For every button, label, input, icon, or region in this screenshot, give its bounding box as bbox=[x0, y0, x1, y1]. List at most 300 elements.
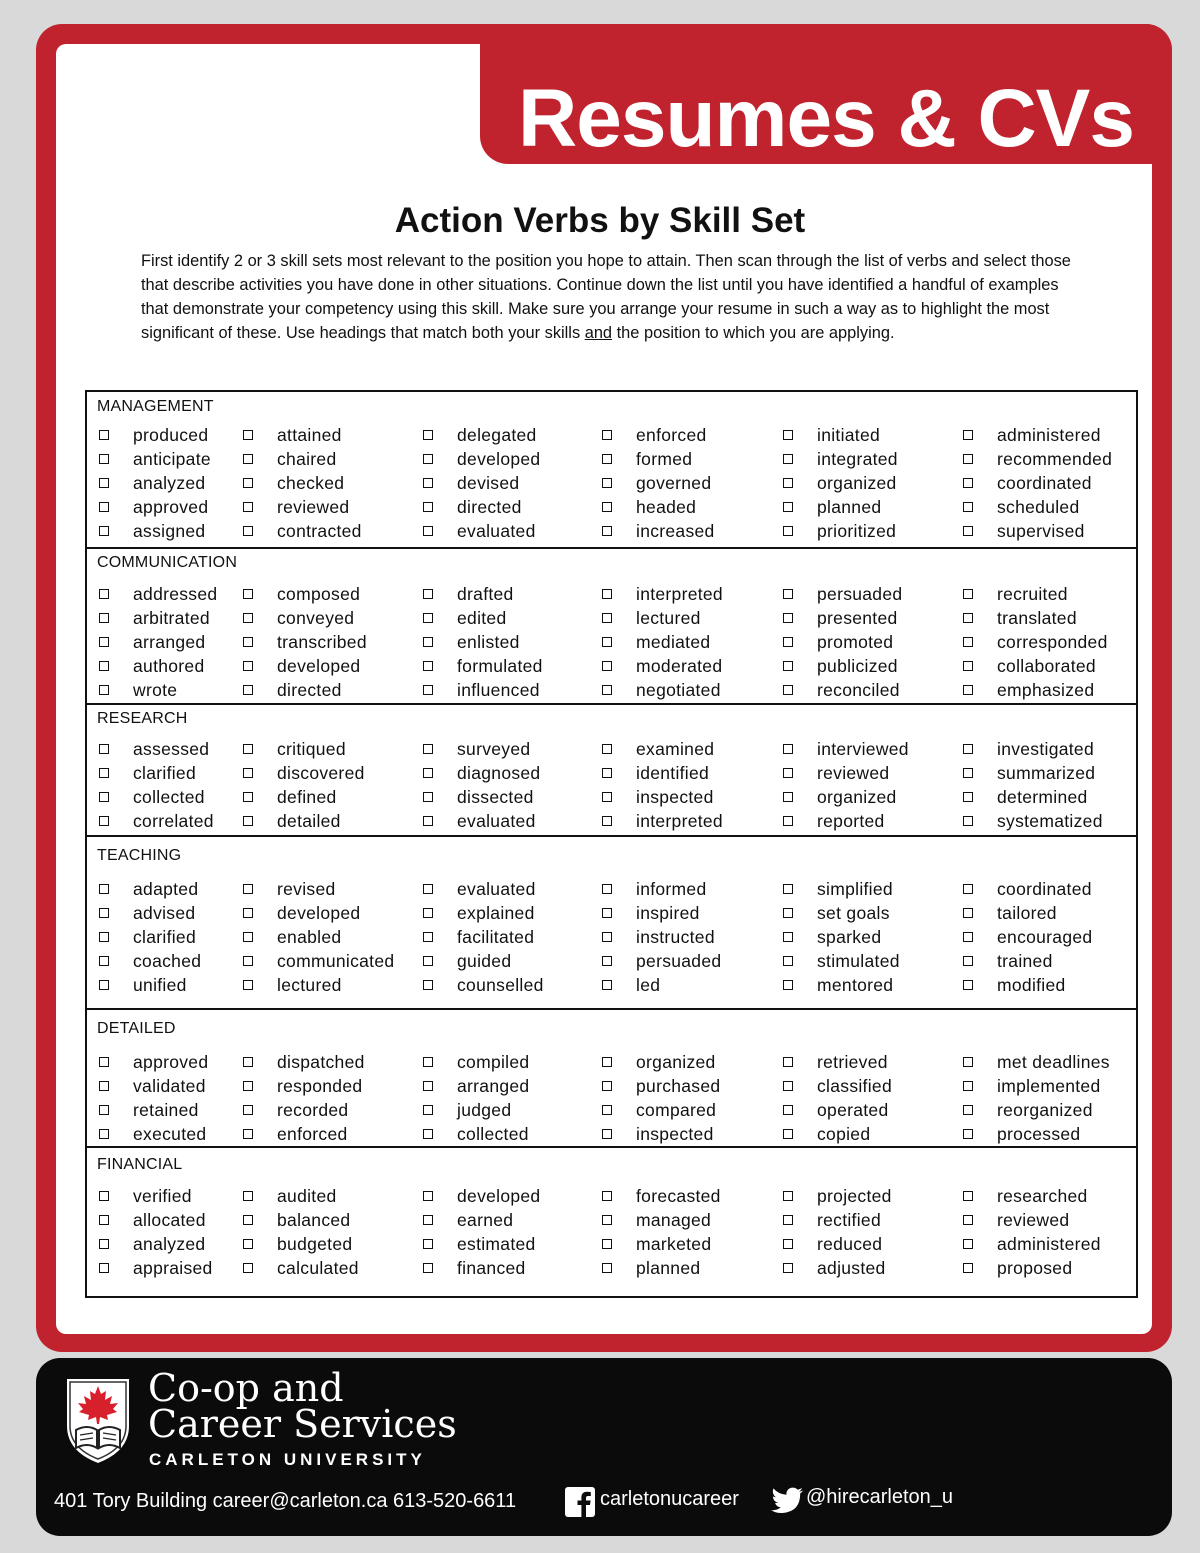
verb-item[interactable] bbox=[243, 1208, 350, 1232]
verb-item[interactable] bbox=[423, 1050, 529, 1074]
verb-item[interactable] bbox=[423, 1074, 529, 1098]
verb-item[interactable] bbox=[602, 495, 696, 519]
verb-item[interactable] bbox=[99, 949, 201, 973]
verb-item[interactable] bbox=[963, 519, 1085, 543]
verb-item[interactable] bbox=[423, 901, 535, 925]
checkbox-icon[interactable] bbox=[99, 1263, 109, 1273]
checkbox-icon[interactable] bbox=[963, 1105, 973, 1115]
verb-item[interactable] bbox=[963, 495, 1079, 519]
checkbox-icon[interactable] bbox=[963, 478, 973, 488]
verb-item[interactable] bbox=[423, 925, 534, 949]
verb-item[interactable] bbox=[243, 495, 349, 519]
checkbox-icon[interactable] bbox=[423, 956, 433, 966]
facebook-icon[interactable] bbox=[564, 1486, 596, 1518]
checkbox-icon[interactable] bbox=[963, 613, 973, 623]
checkbox-icon[interactable] bbox=[963, 908, 973, 918]
verb-item[interactable] bbox=[963, 630, 1108, 654]
verb-item[interactable] bbox=[243, 761, 365, 785]
verb-item[interactable] bbox=[783, 737, 909, 761]
verb-item[interactable] bbox=[783, 471, 897, 495]
checkbox-icon[interactable] bbox=[99, 884, 109, 894]
verb-item[interactable] bbox=[963, 447, 1112, 471]
checkbox-icon[interactable] bbox=[602, 792, 612, 802]
verb-item[interactable] bbox=[423, 737, 530, 761]
checkbox-icon[interactable] bbox=[963, 1057, 973, 1067]
verb-item[interactable] bbox=[602, 471, 711, 495]
verb-item[interactable] bbox=[243, 1122, 348, 1146]
checkbox-icon[interactable] bbox=[602, 908, 612, 918]
verb-item[interactable] bbox=[99, 973, 187, 997]
verb-item[interactable] bbox=[602, 654, 722, 678]
checkbox-icon[interactable] bbox=[243, 478, 253, 488]
checkbox-icon[interactable] bbox=[783, 637, 793, 647]
checkbox-icon[interactable] bbox=[602, 1081, 612, 1091]
checkbox-icon[interactable] bbox=[783, 502, 793, 512]
checkbox-icon[interactable] bbox=[963, 526, 973, 536]
verb-item[interactable] bbox=[963, 925, 1092, 949]
checkbox-icon[interactable] bbox=[99, 478, 109, 488]
checkbox-icon[interactable] bbox=[783, 908, 793, 918]
verb-item[interactable] bbox=[99, 447, 211, 471]
verb-item[interactable] bbox=[602, 809, 723, 833]
verb-item[interactable] bbox=[783, 877, 893, 901]
verb-item[interactable] bbox=[602, 1122, 714, 1146]
verb-item[interactable] bbox=[783, 519, 896, 543]
checkbox-icon[interactable] bbox=[243, 1081, 253, 1091]
verb-item[interactable] bbox=[963, 423, 1101, 447]
verb-item[interactable] bbox=[783, 495, 881, 519]
verb-item[interactable] bbox=[423, 949, 511, 973]
verb-item[interactable] bbox=[243, 737, 346, 761]
checkbox-icon[interactable] bbox=[243, 1191, 253, 1201]
checkbox-icon[interactable] bbox=[423, 744, 433, 754]
checkbox-icon[interactable] bbox=[783, 792, 793, 802]
verb-item[interactable] bbox=[243, 654, 360, 678]
verb-item[interactable] bbox=[243, 678, 342, 702]
checkbox-icon[interactable] bbox=[423, 430, 433, 440]
checkbox-icon[interactable] bbox=[243, 792, 253, 802]
verb-item[interactable] bbox=[602, 1098, 716, 1122]
verb-item[interactable] bbox=[783, 1256, 886, 1280]
verb-item[interactable] bbox=[243, 949, 394, 973]
checkbox-icon[interactable] bbox=[602, 1263, 612, 1273]
checkbox-icon[interactable] bbox=[602, 502, 612, 512]
verb-item[interactable] bbox=[99, 1184, 192, 1208]
verb-item[interactable] bbox=[963, 809, 1103, 833]
checkbox-icon[interactable] bbox=[783, 932, 793, 942]
verb-item[interactable] bbox=[423, 1098, 511, 1122]
checkbox-icon[interactable] bbox=[423, 454, 433, 464]
checkbox-icon[interactable] bbox=[783, 1129, 793, 1139]
checkbox-icon[interactable] bbox=[423, 1215, 433, 1225]
checkbox-icon[interactable] bbox=[602, 1191, 612, 1201]
verb-item[interactable] bbox=[99, 654, 205, 678]
verb-item[interactable] bbox=[783, 447, 898, 471]
checkbox-icon[interactable] bbox=[783, 956, 793, 966]
verb-item[interactable] bbox=[423, 471, 519, 495]
verb-item[interactable] bbox=[602, 423, 707, 447]
verb-item[interactable] bbox=[783, 606, 898, 630]
checkbox-icon[interactable] bbox=[963, 1215, 973, 1225]
verb-item[interactable] bbox=[99, 1122, 206, 1146]
checkbox-icon[interactable] bbox=[423, 932, 433, 942]
verb-item[interactable] bbox=[783, 785, 897, 809]
verb-item[interactable] bbox=[602, 877, 707, 901]
checkbox-icon[interactable] bbox=[783, 744, 793, 754]
twitter-handle[interactable]: @hirecarleton_u bbox=[806, 1486, 954, 1508]
verb-item[interactable] bbox=[243, 630, 367, 654]
checkbox-icon[interactable] bbox=[783, 661, 793, 671]
verb-item[interactable] bbox=[783, 1074, 892, 1098]
verb-item[interactable] bbox=[963, 1098, 1093, 1122]
checkbox-icon[interactable] bbox=[423, 908, 433, 918]
verb-item[interactable] bbox=[783, 973, 893, 997]
verb-item[interactable] bbox=[602, 582, 723, 606]
checkbox-icon[interactable] bbox=[783, 1105, 793, 1115]
checkbox-icon[interactable] bbox=[99, 502, 109, 512]
verb-item[interactable] bbox=[99, 1098, 199, 1122]
checkbox-icon[interactable] bbox=[423, 526, 433, 536]
verb-item[interactable] bbox=[783, 678, 900, 702]
checkbox-icon[interactable] bbox=[423, 1191, 433, 1201]
checkbox-icon[interactable] bbox=[243, 1105, 253, 1115]
verb-item[interactable] bbox=[602, 1208, 711, 1232]
verb-item[interactable] bbox=[963, 1074, 1101, 1098]
verb-item[interactable] bbox=[99, 606, 210, 630]
verb-item[interactable] bbox=[99, 582, 217, 606]
verb-item[interactable] bbox=[423, 877, 536, 901]
verb-item[interactable] bbox=[423, 1208, 513, 1232]
verb-item[interactable] bbox=[963, 737, 1094, 761]
checkbox-icon[interactable] bbox=[423, 685, 433, 695]
checkbox-icon[interactable] bbox=[99, 637, 109, 647]
checkbox-icon[interactable] bbox=[963, 454, 973, 464]
checkbox-icon[interactable] bbox=[963, 661, 973, 671]
checkbox-icon[interactable] bbox=[963, 1081, 973, 1091]
checkbox-icon[interactable] bbox=[602, 661, 612, 671]
verb-item[interactable] bbox=[783, 901, 890, 925]
checkbox-icon[interactable] bbox=[783, 980, 793, 990]
checkbox-icon[interactable] bbox=[243, 1129, 253, 1139]
checkbox-icon[interactable] bbox=[602, 932, 612, 942]
verb-item[interactable] bbox=[602, 901, 700, 925]
verb-item[interactable] bbox=[602, 678, 721, 702]
verb-item[interactable] bbox=[99, 630, 205, 654]
verb-item[interactable] bbox=[243, 809, 341, 833]
checkbox-icon[interactable] bbox=[602, 613, 612, 623]
checkbox-icon[interactable] bbox=[243, 744, 253, 754]
verb-item[interactable] bbox=[963, 654, 1096, 678]
verb-item[interactable] bbox=[783, 1208, 881, 1232]
verb-item[interactable] bbox=[963, 1122, 1080, 1146]
checkbox-icon[interactable] bbox=[963, 884, 973, 894]
verb-item[interactable] bbox=[602, 606, 701, 630]
verb-item[interactable] bbox=[423, 809, 536, 833]
checkbox-icon[interactable] bbox=[243, 430, 253, 440]
verb-item[interactable] bbox=[99, 785, 205, 809]
checkbox-icon[interactable] bbox=[602, 768, 612, 778]
verb-item[interactable] bbox=[423, 678, 540, 702]
checkbox-icon[interactable] bbox=[99, 744, 109, 754]
verb-item[interactable] bbox=[602, 1050, 716, 1074]
checkbox-icon[interactable] bbox=[99, 908, 109, 918]
checkbox-icon[interactable] bbox=[99, 685, 109, 695]
verb-item[interactable] bbox=[99, 809, 214, 833]
checkbox-icon[interactable] bbox=[602, 1057, 612, 1067]
checkbox-icon[interactable] bbox=[963, 1239, 973, 1249]
checkbox-icon[interactable] bbox=[243, 816, 253, 826]
checkbox-icon[interactable] bbox=[423, 1081, 433, 1091]
checkbox-icon[interactable] bbox=[423, 637, 433, 647]
checkbox-icon[interactable] bbox=[423, 1239, 433, 1249]
checkbox-icon[interactable] bbox=[783, 526, 793, 536]
verb-item[interactable] bbox=[783, 630, 893, 654]
verb-item[interactable] bbox=[602, 1184, 721, 1208]
verb-item[interactable] bbox=[783, 1122, 870, 1146]
verb-item[interactable] bbox=[963, 606, 1077, 630]
verb-item[interactable] bbox=[243, 582, 360, 606]
checkbox-icon[interactable] bbox=[963, 768, 973, 778]
checkbox-icon[interactable] bbox=[783, 1263, 793, 1273]
checkbox-icon[interactable] bbox=[243, 1239, 253, 1249]
checkbox-icon[interactable] bbox=[423, 589, 433, 599]
verb-item[interactable] bbox=[783, 1050, 888, 1074]
verb-item[interactable] bbox=[423, 1184, 540, 1208]
checkbox-icon[interactable] bbox=[783, 884, 793, 894]
checkbox-icon[interactable] bbox=[783, 685, 793, 695]
verb-item[interactable] bbox=[99, 925, 196, 949]
checkbox-icon[interactable] bbox=[99, 932, 109, 942]
checkbox-icon[interactable] bbox=[243, 685, 253, 695]
checkbox-icon[interactable] bbox=[602, 430, 612, 440]
checkbox-icon[interactable] bbox=[602, 1239, 612, 1249]
verb-item[interactable] bbox=[423, 1256, 526, 1280]
verb-item[interactable] bbox=[243, 447, 337, 471]
checkbox-icon[interactable] bbox=[243, 1215, 253, 1225]
checkbox-icon[interactable] bbox=[99, 768, 109, 778]
verb-item[interactable] bbox=[423, 761, 540, 785]
checkbox-icon[interactable] bbox=[99, 454, 109, 464]
checkbox-icon[interactable] bbox=[99, 1129, 109, 1139]
verb-item[interactable] bbox=[602, 785, 714, 809]
checkbox-icon[interactable] bbox=[783, 1239, 793, 1249]
checkbox-icon[interactable] bbox=[423, 884, 433, 894]
checkbox-icon[interactable] bbox=[963, 502, 973, 512]
verb-item[interactable] bbox=[602, 630, 710, 654]
verb-item[interactable] bbox=[243, 423, 342, 447]
checkbox-icon[interactable] bbox=[602, 454, 612, 464]
checkbox-icon[interactable] bbox=[99, 613, 109, 623]
verb-item[interactable] bbox=[99, 1208, 206, 1232]
checkbox-icon[interactable] bbox=[243, 613, 253, 623]
checkbox-icon[interactable] bbox=[602, 816, 612, 826]
checkbox-icon[interactable] bbox=[783, 454, 793, 464]
checkbox-icon[interactable] bbox=[243, 768, 253, 778]
checkbox-icon[interactable] bbox=[602, 637, 612, 647]
checkbox-icon[interactable] bbox=[243, 661, 253, 671]
verb-item[interactable] bbox=[243, 519, 362, 543]
checkbox-icon[interactable] bbox=[602, 478, 612, 488]
checkbox-icon[interactable] bbox=[423, 1057, 433, 1067]
verb-item[interactable] bbox=[423, 606, 506, 630]
verb-item[interactable] bbox=[99, 423, 208, 447]
checkbox-icon[interactable] bbox=[963, 1263, 973, 1273]
verb-item[interactable] bbox=[602, 949, 721, 973]
verb-item[interactable] bbox=[783, 1232, 882, 1256]
verb-item[interactable] bbox=[963, 785, 1088, 809]
verb-item[interactable] bbox=[243, 925, 341, 949]
checkbox-icon[interactable] bbox=[99, 1081, 109, 1091]
verb-item[interactable] bbox=[602, 737, 714, 761]
verb-item[interactable] bbox=[243, 901, 360, 925]
checkbox-icon[interactable] bbox=[243, 932, 253, 942]
verb-item[interactable] bbox=[99, 1050, 208, 1074]
checkbox-icon[interactable] bbox=[243, 956, 253, 966]
checkbox-icon[interactable] bbox=[783, 478, 793, 488]
checkbox-icon[interactable] bbox=[423, 980, 433, 990]
verb-item[interactable] bbox=[783, 1098, 889, 1122]
checkbox-icon[interactable] bbox=[243, 908, 253, 918]
verb-item[interactable] bbox=[243, 1050, 365, 1074]
verb-item[interactable] bbox=[243, 1184, 337, 1208]
checkbox-icon[interactable] bbox=[99, 792, 109, 802]
verb-item[interactable] bbox=[963, 1050, 1110, 1074]
checkbox-icon[interactable] bbox=[783, 1081, 793, 1091]
verb-item[interactable] bbox=[602, 1256, 700, 1280]
verb-item[interactable] bbox=[602, 973, 660, 997]
verb-item[interactable] bbox=[423, 630, 520, 654]
checkbox-icon[interactable] bbox=[423, 816, 433, 826]
checkbox-icon[interactable] bbox=[602, 685, 612, 695]
checkbox-icon[interactable] bbox=[423, 502, 433, 512]
checkbox-icon[interactable] bbox=[783, 1215, 793, 1225]
verb-item[interactable] bbox=[423, 423, 537, 447]
checkbox-icon[interactable] bbox=[602, 744, 612, 754]
checkbox-icon[interactable] bbox=[99, 1215, 109, 1225]
verb-item[interactable] bbox=[423, 1122, 529, 1146]
checkbox-icon[interactable] bbox=[243, 1263, 253, 1273]
verb-item[interactable] bbox=[963, 582, 1068, 606]
verb-item[interactable] bbox=[963, 877, 1092, 901]
verb-item[interactable] bbox=[423, 785, 534, 809]
checkbox-icon[interactable] bbox=[423, 792, 433, 802]
verb-item[interactable] bbox=[99, 761, 196, 785]
checkbox-icon[interactable] bbox=[602, 980, 612, 990]
verb-item[interactable] bbox=[99, 495, 208, 519]
verb-item[interactable] bbox=[963, 973, 1066, 997]
verb-item[interactable] bbox=[783, 582, 902, 606]
checkbox-icon[interactable] bbox=[423, 1263, 433, 1273]
verb-item[interactable] bbox=[963, 1184, 1088, 1208]
checkbox-icon[interactable] bbox=[963, 980, 973, 990]
checkbox-icon[interactable] bbox=[602, 1129, 612, 1139]
verb-item[interactable] bbox=[243, 1098, 348, 1122]
checkbox-icon[interactable] bbox=[783, 1191, 793, 1201]
checkbox-icon[interactable] bbox=[99, 816, 109, 826]
checkbox-icon[interactable] bbox=[783, 430, 793, 440]
checkbox-icon[interactable] bbox=[243, 1057, 253, 1067]
checkbox-icon[interactable] bbox=[783, 613, 793, 623]
verb-item[interactable] bbox=[963, 471, 1092, 495]
checkbox-icon[interactable] bbox=[99, 1057, 109, 1067]
verb-item[interactable] bbox=[963, 761, 1095, 785]
checkbox-icon[interactable] bbox=[99, 661, 109, 671]
checkbox-icon[interactable] bbox=[243, 502, 253, 512]
verb-item[interactable] bbox=[423, 973, 544, 997]
verb-item[interactable] bbox=[423, 1232, 536, 1256]
checkbox-icon[interactable] bbox=[963, 956, 973, 966]
twitter-icon[interactable] bbox=[770, 1484, 804, 1516]
verb-item[interactable] bbox=[243, 606, 354, 630]
verb-item[interactable] bbox=[243, 1074, 362, 1098]
checkbox-icon[interactable] bbox=[783, 768, 793, 778]
verb-item[interactable] bbox=[602, 519, 715, 543]
checkbox-icon[interactable] bbox=[423, 1105, 433, 1115]
verb-item[interactable] bbox=[99, 1074, 206, 1098]
verb-item[interactable] bbox=[423, 495, 522, 519]
verb-item[interactable] bbox=[783, 423, 880, 447]
checkbox-icon[interactable] bbox=[423, 478, 433, 488]
verb-item[interactable] bbox=[963, 1232, 1101, 1256]
verb-item[interactable] bbox=[602, 1074, 720, 1098]
verb-item[interactable] bbox=[602, 761, 709, 785]
checkbox-icon[interactable] bbox=[99, 1239, 109, 1249]
checkbox-icon[interactable] bbox=[963, 589, 973, 599]
checkbox-icon[interactable] bbox=[963, 1129, 973, 1139]
checkbox-icon[interactable] bbox=[783, 589, 793, 599]
checkbox-icon[interactable] bbox=[243, 884, 253, 894]
verb-item[interactable] bbox=[99, 519, 205, 543]
checkbox-icon[interactable] bbox=[99, 589, 109, 599]
verb-item[interactable] bbox=[99, 471, 205, 495]
checkbox-icon[interactable] bbox=[963, 637, 973, 647]
verb-item[interactable] bbox=[243, 1256, 359, 1280]
verb-item[interactable] bbox=[99, 901, 195, 925]
checkbox-icon[interactable] bbox=[602, 884, 612, 894]
verb-item[interactable] bbox=[963, 901, 1057, 925]
checkbox-icon[interactable] bbox=[99, 1105, 109, 1115]
verb-item[interactable] bbox=[423, 654, 543, 678]
checkbox-icon[interactable] bbox=[963, 430, 973, 440]
verb-item[interactable] bbox=[99, 737, 209, 761]
verb-item[interactable] bbox=[783, 925, 881, 949]
verb-item[interactable] bbox=[99, 1256, 213, 1280]
verb-item[interactable] bbox=[243, 877, 336, 901]
checkbox-icon[interactable] bbox=[243, 637, 253, 647]
verb-item[interactable] bbox=[602, 447, 692, 471]
checkbox-icon[interactable] bbox=[243, 454, 253, 464]
checkbox-icon[interactable] bbox=[423, 1129, 433, 1139]
verb-item[interactable] bbox=[423, 582, 514, 606]
checkbox-icon[interactable] bbox=[243, 526, 253, 536]
verb-item[interactable] bbox=[99, 1232, 205, 1256]
verb-item[interactable] bbox=[783, 809, 885, 833]
verb-item[interactable] bbox=[243, 785, 337, 809]
checkbox-icon[interactable] bbox=[963, 932, 973, 942]
verb-item[interactable] bbox=[963, 1256, 1072, 1280]
checkbox-icon[interactable] bbox=[602, 526, 612, 536]
checkbox-icon[interactable] bbox=[783, 816, 793, 826]
verb-item[interactable] bbox=[783, 761, 889, 785]
checkbox-icon[interactable] bbox=[99, 956, 109, 966]
verb-item[interactable] bbox=[243, 973, 342, 997]
checkbox-icon[interactable] bbox=[99, 526, 109, 536]
checkbox-icon[interactable] bbox=[423, 661, 433, 671]
checkbox-icon[interactable] bbox=[963, 792, 973, 802]
verb-item[interactable] bbox=[783, 654, 898, 678]
checkbox-icon[interactable] bbox=[963, 685, 973, 695]
checkbox-icon[interactable] bbox=[99, 430, 109, 440]
